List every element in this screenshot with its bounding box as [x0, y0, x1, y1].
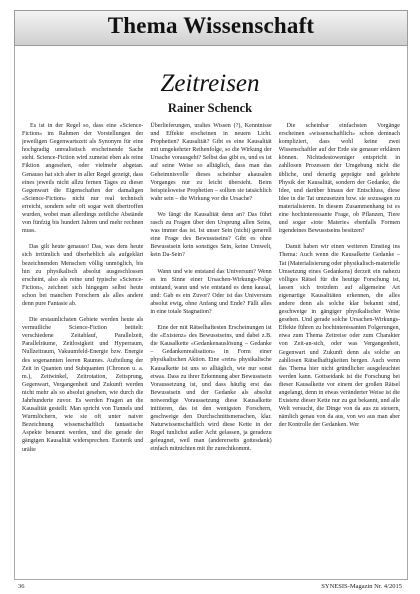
magazine-issue: SYNESIS-Magazin Nr. 4/2015 [321, 583, 402, 590]
text-column-3 [279, 122, 400, 570]
paragraph: Damit haben wir einen weiteren Einstieg ins Thema: Auch wenn die Kausalkette Gedanke – Tat (Materialisierung oder physikalisch-materielle Umsetzung eines Gedankens) derzeit ein nahezu völliges Rätsel für die heutige Forschung ist, lassen sich trotzdem auf allgemeine Art eigenartige Kausalitäten erkennen, die alles andere denn als solche klar bekannt sind, geschweige in gängiger physikalischer Weise gesehen. Und gerade solche Ursachen-Wirkungs-Effekte führen zu hochinteressanten Folgerungen, etwa zum Thema Zeitreise oder zum Charakter von Zeit-an-sich, oder was Vergangenheit, Gegenwart und Zukunft denn als solche an zahllosen Rätselhaftigkeiten bergen. Auch wenn das Thema hier nicht gründlicher ausgeleuchtet werden kann. Gottseidank ist die Forschung bei dieser Kausalkette vor einem der großen Rätsel angelangt, denn in etwas veränderter Weise ist die Existenz dieser Kette nur zu gut bekannt, und alle Welt versucht, die Dinge von da aus zu steuern, nämlich genau von da aus, von wo aus man aber der Kontrolle der Gedanken. Wer [278, 244, 400, 429]
article-body [22, 122, 400, 570]
text-column-2 [150, 122, 271, 570]
paragraph: Das gilt heute genauso! Das, was dem heute sich irrtümlich und überheblich als aufgeklärt bezeichnenden Menschen völlig unmöglich, bis hin zu physikalisch absolut ausgeschlossen erscheint, also als reine und typische «Science-Fiction», zeichnet sich hingegen selbst heute schon bei manchen Forschern als alles andere denn pure Fantasie ab. [22, 244, 144, 307]
paragraph: Eine der mit Rätselhaftesten Erscheinungen ist die «Existenz» des Bewusstseins, und dabei z.B. die Kausalkette «Gedankenauslösung – Gedanke – Gedankenrealisation» in Form einer physikalischen Aktion. Eine «rein» physikalische Kausalkette ist uns so alltäglich, wie nur sonst etwas. Dass zu ihrer Erkennung aber Bewusstsein Voraussetzung ist, und dass häufig erst das Bewusstsein und der Gedanke als absolut notwendige Voraussetzung diese Kausalkette initiieren, das ist den wenigsten Forschern, geschweige den Durchschnittsmenschen, klar. Naturwissenschaftlich wird diese Kette in der Regel tunlichst außer Acht gelassen, ja geradezu geleugnet, weil man (andererseits gottesdank) einfach mitnichten mit ihr zurechtkommt. [150, 325, 272, 453]
article-title: Zeitreisen [160, 70, 260, 97]
paragraph: Wo fängt die Kausalität denn an? Das führt rasch zu Fragen über den Ursprung allen Seins, was immer das ist. Ist unser Sein (nicht) generell eine Frage des Bewusstseins? Gibt es ohne Bewusstsein kein sonstiges Sein, keine Umwelt, kein Da-Sein? [150, 211, 272, 259]
paragraph: Die scheinbar einfachsten Vorgänge erscheinen «wissenschaftlich» schon demnach kompliziert, dass wohl keine zwei Wissenschaftler auf der Erde sie genauer erklären können. Nichtsdestoweniger entspricht in zahllosen Prozessen der Umgebung nicht die übliche, und derartig geprägte und gelehrte Physik der Kausalität, sondern der Gedanke, die Idee, und darüber hinaus der Entschluss, diese Idee in die Tat umzusetzen bzw. sie sozusagen zu materialisieren. In diesem Zusammenhang ist es eine hochinteressante Frage, ob Pflanzen, Tiere und sogar «tote Materie» ebenfalls Formen irgendeines Bewusstseins besitzen? [278, 123, 400, 235]
page-number: 36 [18, 583, 25, 590]
paragraph: Wann und wie entstand das Universum? Wenn es im Sinne einer Ursachen-Wirkungs-Folge entstand, wann und wie entstand es denn kausal, und: Gab es ein Zuvor? Oder ist das Universum absolut ewig, ohne Anfang und Ende? Fällt alles in eine totale Stagnation? [150, 268, 272, 315]
paragraph: Überlieferungen, uraltes Wissen (?), Kenntnisse und Effekte erscheinen in neuem Licht. Prophetien? Kausalität? Gibt es eine Kausalität mit umgekehrter Reihenfolge, so die Wirkung der Ursache vorausgeht? Selbst das gibt es, und es ist auf seine Weise so alltäglich, dass man das Geheimnisvolle dieses scheinbar akausalen Vorganges nur zu leicht übersieht. Beim beispielsweise Prophetien – sollten sie tatsächlich wahr sein – die Wirkung vor die Ursache? [150, 123, 272, 202]
section-title: Thema Wissenschaft [107, 13, 315, 38]
paragraph: Die erstaunlichsten Gebiete werden heute als vermutliche Science-Fiction betitelt: verschiedene Zeitablauf, Parallelzeit, Parallelräume, Zeitlosigkeit und Hyperraum, Nullzeitraum, Vakuumfeld-Energie bzw. Energie des sogenannten leeren Raumes. Aufteilung der Zeit in Quanten und Subquanten (Chronon u. a. m.), Zeitwinkel, Zeitrotation, Zeitsprung, Gegenwart, Vergangenheit und Zukunft werden nicht mehr als so absolut gesehen, wie durch die Jahrhunderte zuvor. Es werden Fragen an die Kausalität gestellt. Man spricht von Tunnels und Wurmlöchern, wie sie oft unter naiver Bezeichnung wissenschaftlich fantastische Aspekte benannt werden, und die gerade der gängigen Kausalität widersprechen. Esoterik und urälte [22, 317, 144, 453]
page-footer [18, 583, 402, 590]
text-column-1 [22, 122, 143, 570]
paragraph: Es ist in der Regel so, dass eine «Science-Fiction» im Rahmen der Vorstellungen der jeweiligen Gegenwartszeit als Synonym für eine hochgradig unrealistisch erscheinende Sache steht. Science-Fiction wird zumeist eben als reine Fiktion angesehen, oder vielmehr abgetan. Genauso hat sich aber in aller Regel gezeigt, dass eines jeweils nicht allzu fernen Tages zu dieser Gegenwart die Eigenschaften der damaligen «Science-Fiction» nicht nur real technisch erreicht, sondern sehr oft sogar weit übertroffen wurden, wobei man allerdings zeitliche Abstände von fünfzig bis hundert Jahren und mehr rechnen muss. [22, 123, 144, 235]
section-header [14, 10, 408, 46]
article-author: Rainer Schenck [167, 101, 253, 115]
